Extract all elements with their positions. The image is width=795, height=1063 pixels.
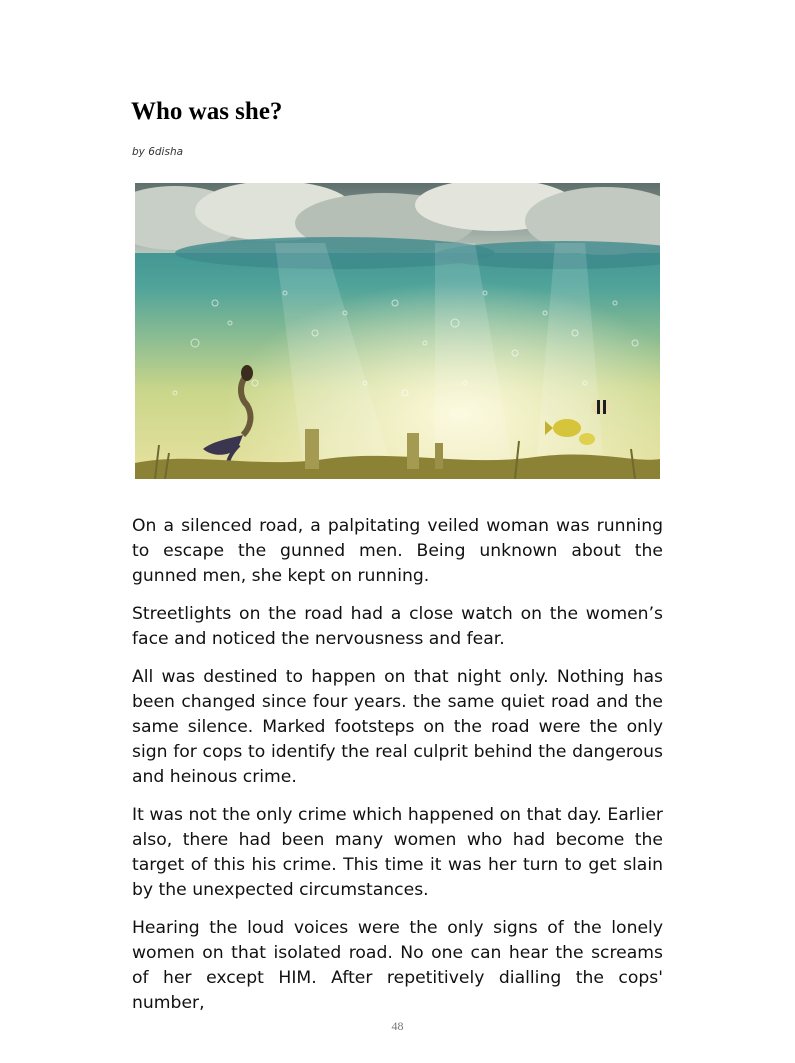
story-paragraph: Hearing the loud voices were the only signs of the lonely women on that isolated road. No one can hear the screams of her except HIM. After repetitively dialling the cops' number,	[132, 918, 663, 1013]
story-paragraph: All was destined to happen on that night only. Nothing has been changed since four years. the same quiet road and the same silence. Marked footsteps on the road were the only sign for cops to identify the real culprit behind the dangerous and heinous crime.	[132, 667, 663, 787]
page-number: 48	[391, 1019, 404, 1033]
author-byline: by 6disha	[132, 146, 184, 158]
story-illustration	[135, 183, 660, 479]
article-title: Who was she?	[131, 98, 283, 125]
story-paragraph: Streetlights on the road had a close watch on the women’s face and noticed the nervousness and fear.	[132, 604, 663, 649]
story-body	[132, 514, 663, 1029]
story-paragraph: It was not the only crime which happened on that day. Earlier also, there had been many women who had become the target of this his crime. This time it was her turn to get slain by the unexpected circumstances.	[132, 805, 663, 900]
story-paragraph: On a silenced road, a palpitating veiled woman was running to escape the gunned men. Being unknown about the gunned men, she kept on running.	[132, 516, 663, 586]
